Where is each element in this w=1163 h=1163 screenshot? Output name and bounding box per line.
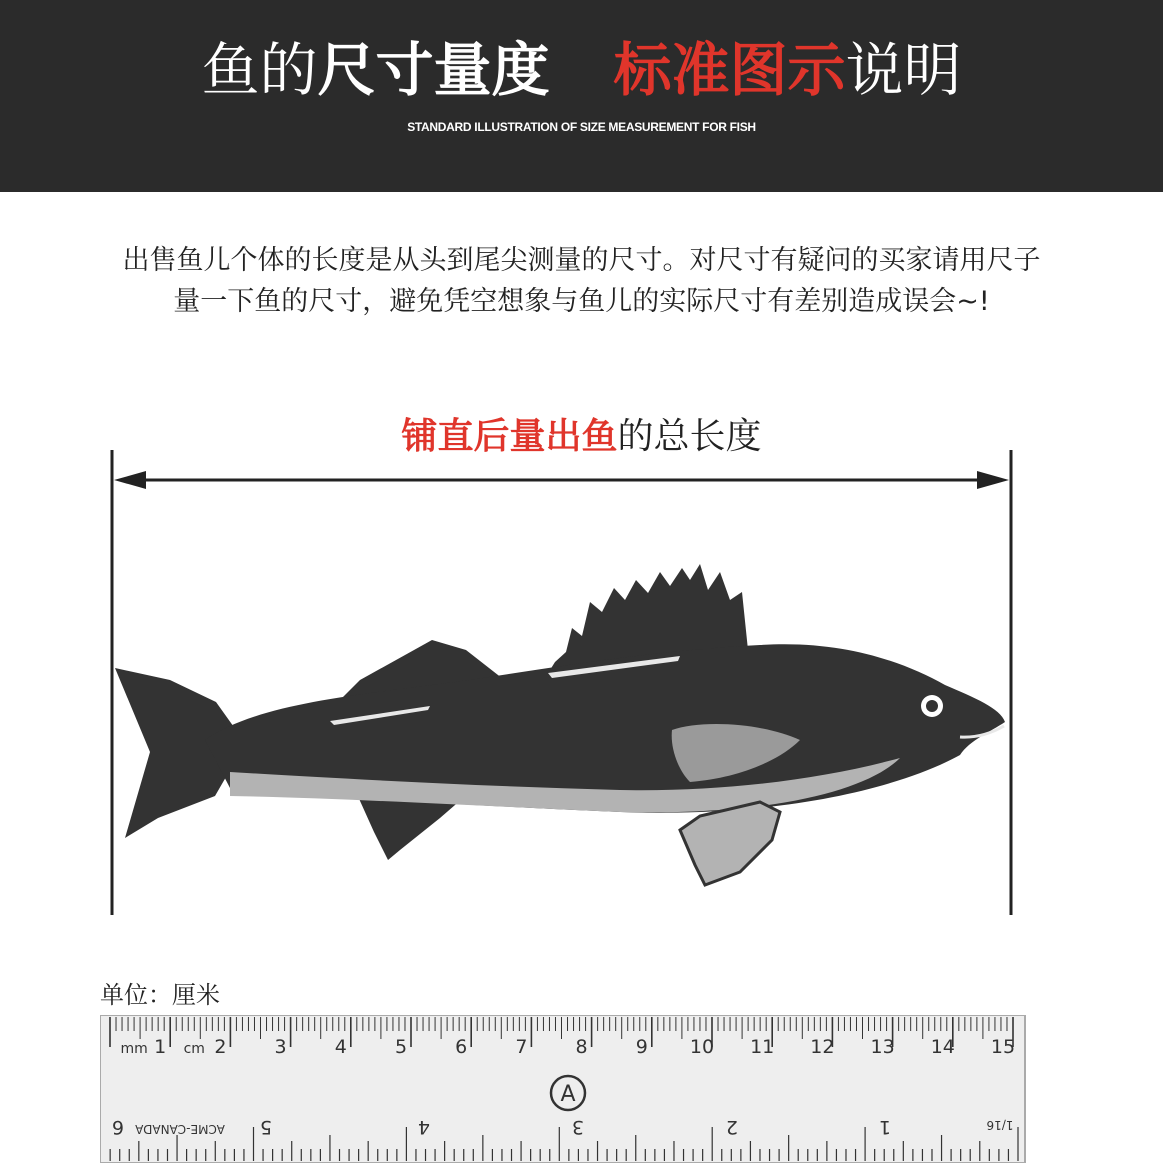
arrowhead-left-icon: [114, 471, 146, 489]
ruler-top-label: 4: [334, 1036, 347, 1058]
ruler-top-label: cm: [183, 1041, 205, 1057]
ruler: [100, 1015, 1030, 1163]
ruler-top-label: 2: [214, 1036, 227, 1058]
title-part-explanation: 说明: [845, 36, 962, 104]
arrowhead-right-icon: [977, 471, 1009, 489]
ruler-top-label: 14: [930, 1036, 955, 1058]
pelvic-fin: [680, 802, 780, 885]
ruler-top-label: 5: [394, 1036, 408, 1058]
ruler-inch-label: 5: [259, 1116, 273, 1138]
ruler-top-label: 15: [990, 1036, 1016, 1058]
ruler-top-label: 3: [274, 1036, 287, 1058]
title-part-size-measure: 尺寸量度: [317, 36, 550, 104]
description-line-2: 量一下鱼的尺寸，避免凭空想象与鱼儿的实际尺寸有差别造成误会~!: [173, 286, 990, 317]
header-banner: [0, 0, 1163, 192]
description-line-1: 出售鱼儿个体的长度是从头到尾尖测量的尺寸。对尺寸有疑问的买家请用尺子: [122, 245, 1041, 276]
length-arrow: [114, 471, 1009, 489]
ruler-top-label: 8: [575, 1036, 588, 1058]
ruler-inch-label: 2: [725, 1116, 739, 1138]
measurement-caption-rest: 的总长度: [617, 416, 762, 457]
ruler-inch-label: 1/16: [986, 1118, 1014, 1132]
fish-pupil: [926, 700, 938, 712]
ruler-top-label: 6: [455, 1036, 468, 1058]
measurement-caption-highlight: 铺直后量出鱼: [401, 416, 618, 457]
ruler-top-label: mm: [120, 1041, 148, 1057]
ruler-top-label: 1: [154, 1036, 167, 1058]
page-title: [0, 36, 1163, 104]
ruler-top-label: 12: [810, 1036, 835, 1058]
ruler-inch-label: 6: [111, 1116, 125, 1138]
title-part-standard-illustration: 标准图示: [613, 36, 846, 104]
title-part-fish-of: 鱼的: [201, 36, 318, 104]
ruler-inch-label: 1: [878, 1116, 892, 1138]
fish-measurement-diagram: [0, 440, 1163, 940]
ruler-top-label: 10: [689, 1036, 715, 1058]
unit-label: 单位：厘米: [100, 981, 220, 1009]
page-subtitle: STANDARD ILLUSTRATION OF SIZE MEASUREMENT FOR FISH: [407, 120, 756, 134]
ruler-brand-text: ACME-CANADA: [135, 1122, 225, 1136]
acme-logo-glyph: A: [560, 1082, 576, 1107]
ruler-top-label: 11: [750, 1036, 775, 1058]
ruler-top-label: 9: [635, 1036, 648, 1058]
fish-silhouette: [115, 564, 1005, 885]
ruler-inch-label: 3: [571, 1116, 585, 1138]
ruler-top-label: 13: [870, 1036, 895, 1058]
ruler-inch-label: 4: [417, 1116, 431, 1138]
ruler-top-label: 7: [515, 1036, 528, 1058]
